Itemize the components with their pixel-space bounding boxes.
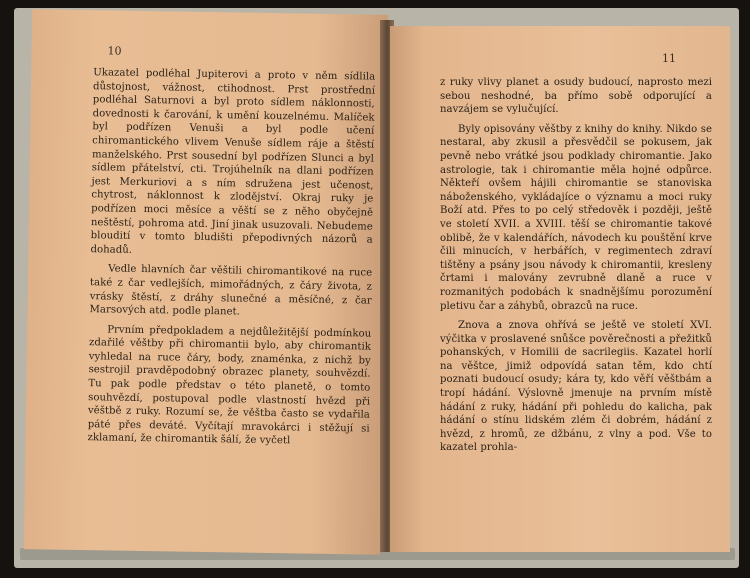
paragraph: Vedle hlavních čar věštili chiromantikové na ruce také z čar vedlejších, mimořádných, z čáry života, z vrásky štěstí, z dráhy slunečné a měsíčné, z čar Marsových atd. podle planet.: [89, 263, 373, 318]
paragraph: z ruky vlivy planet a osudy budoucí, naprosto mezi sebou neshodné, ba přímo sobě odporující a navzájem se vylučující.: [440, 77, 712, 116]
paragraph: Znova a znova ohřívá se ještě ve století XVI. výčitka v proslavené snůšce pověrečnosti a přežitků pohanských, v Homilii de sacrilegiis. Kazatel horlí na věštce, jimiž odpovídá satan těm, kdo chtí poznati budoucí osudy; kára ty, kdo věří věštbám a tropí hádání. Výslovně jmenuje na prvním místě hádání z ruky, hádání při pohledu do kalicha, pak hádání o stínu lidském zlém či dobrém, hádání z hvězd, z hromů, ze džbánu, z vlny a pod. Vše to kazatel prohla-: [440, 320, 712, 454]
paragraph: Ukazatel podléhal Jupiterovi a proto v něm sídlila důstojnost, vážnost, ctihodnost. Prst prostřední podléhal Saturnovi a byl proto sídlem náklonnosti, dovednosti k čarování, k umění kouzelnému. Malíček byl podřízen Venuši a byl podle učení chiromantického vlivem Venuše sídlem ráje a štěstí manželského. Prst sousední byl podřízen Slunci a byl sídlem přátelství, cti. Trojúhelník na dlani podřízen jest Merkuriovi a s ním sdružena jest učenost, chytrost, náklonnost k zlodějství. Okraj ruky je podřízen moci měsíce a věští se z něho obyčejně neštěstí, pohroma atd. Jiní jinak usuzovali. Nebudeme bloudití v tomto bludišti přepodivných názorů a dohadů.: [90, 67, 376, 256]
right-page: [390, 26, 730, 552]
right-page-text: [440, 76, 712, 461]
left-page: [24, 9, 388, 555]
page-number-left: 10: [107, 44, 122, 58]
left-page-text: [87, 66, 375, 455]
paragraph: Prvním předpokladem a nejdůležitější podmínkou zdařilé věštby při chiromantii bylo, aby chiromantik vyhledal na ruce čáry, body, znaménka, z nichž by sestrojil pravděpodobný obrazec planety, souhvězdí. Tu pak podle představ o této planetě, o tomto souhvězdí, postupoval podle vlastností hvězd při věštbě z ruky. Rozumí se, že věštba často se vydařila páté přes deváté. Vyčítají mravokárci i stěžují si zklamaní, že chiromantik šálí, že vyčetl: [87, 324, 372, 447]
page-number-right: 11: [662, 52, 676, 65]
paragraph: Byly opisovány věštby z knihy do knihy. Nikdo se nestaral, aby zkusil a přesvědčil se pokusem, jak pevně nebo vrátké jsou podklady chiromantie. Jako astrologie, tak i chiromantie měla hojné odpůrce. Někteří ovšem hájili chiromantie se stanoviska náboženského, vykládajíce o významu a moci ruky Boží atd. Přes to po celý středověk i později, ještě ve století XVII. a XVIII. těší se chiromantie takové oblibě, že v kalendářích, návodech ku pouštění krve čili minucích, v herbářích, v regimentech zdraví tištěny a psány jsou návody k chiromantii, kresleny črtami i malovány zevrubně dlaně a ruce v rozmanitých podobách k snadnějšímu porozumění pletivu čar a záhybů, obrazců na ruce.: [440, 123, 712, 312]
